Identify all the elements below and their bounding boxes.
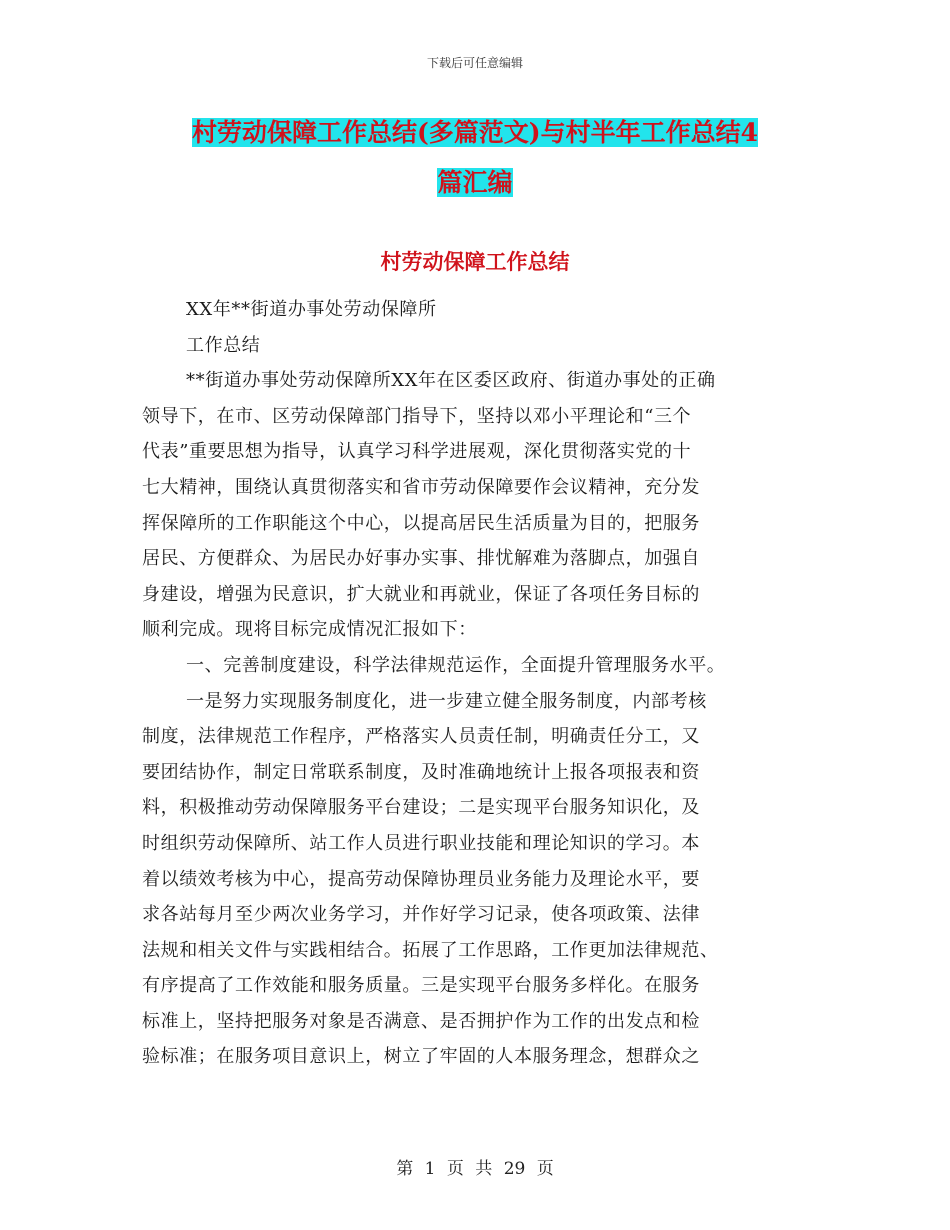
body-line: 标准上，坚持把服务对象是否满意、是否拥护作为工作的出发点和检 <box>142 1010 700 1032</box>
body-line: 料，积极推动劳动保障服务平台建设；二是实现平台服务知识化，及 <box>142 797 700 819</box>
body-line: 时组织劳动保障所、站工作人员进行职业技能和理论知识的学习。本 <box>142 832 700 854</box>
page-number: 第 1 页 共 29 页 <box>396 1159 554 1179</box>
title-line-1: 村劳动保障工作总结(多篇范文)与村半年工作总结4 <box>191 118 759 147</box>
body-line: 着以绩效考核为中心，提高劳动保障协理员业务能力及理论水平，要 <box>142 868 700 890</box>
body-line: 工作总结 <box>186 334 261 356</box>
body-line: 要团结协作，制定日常联系制度，及时准确地统计上报各项报表和资 <box>142 761 700 783</box>
body-line: 一是努力实现服务制度化，进一步建立健全服务制度，内部考核 <box>186 690 707 712</box>
body-line: **街道办事处劳动保障所XX年在区委区政府、街道办事处的正确 <box>186 370 716 392</box>
body-line: 顺利完成。现将目标完成情况汇报如下： <box>142 619 477 641</box>
body-line: 代表”重要思想为指导，认真学习科学进展观，深化贯彻落实党的十 <box>142 441 692 463</box>
body-line: XX年**街道办事处劳动保障所 <box>186 299 437 320</box>
body-line: 居民、方便群众、为居民办好事办实事、排忧解难为落脚点，加强自 <box>142 548 700 570</box>
body-line: 求各站每月至少两次业务学习，并作好学习记录，使各项政策、法律 <box>142 904 700 926</box>
body-line: 一、完善制度建设，科学法律规范运作，全面提升管理服务水平。 <box>186 654 726 676</box>
body-line: 身建设，增强为民意识，扩大就业和再就业，保证了各项任务目标的 <box>142 583 700 605</box>
title-line-2: 篇汇编 <box>437 168 513 197</box>
body-line: 制度，法律规范工作程序，严格落实人员责任制，明确责任分工，又 <box>142 726 700 748</box>
document-title <box>140 108 810 208</box>
body-line: 验标准；在服务项目意识上，树立了牢固的人本服务理念，想群众之 <box>142 1046 700 1068</box>
body-line: 有序提高了工作效能和服务质量。三是实现平台服务多样化。在服务 <box>142 975 700 997</box>
section-heading: 村劳动保障工作总结 <box>380 249 570 274</box>
body-line: 七大精神，围绕认真贯彻落实和省市劳动保障要作会议精神，充分发 <box>142 476 700 498</box>
page-header-note: 下载后可任意编辑 <box>426 56 523 70</box>
body-line: 领导下，在市、区劳动保障部门指导下，坚持以邓小平理论和“三个 <box>142 405 692 427</box>
body-text <box>142 292 812 1075</box>
body-line: 法规和相关文件与实践相结合。拓展了工作思路，工作更加法律规范、 <box>142 939 719 961</box>
body-line: 挥保障所的工作职能这个中心，以提高居民生活质量为目的，把服务 <box>142 512 700 534</box>
